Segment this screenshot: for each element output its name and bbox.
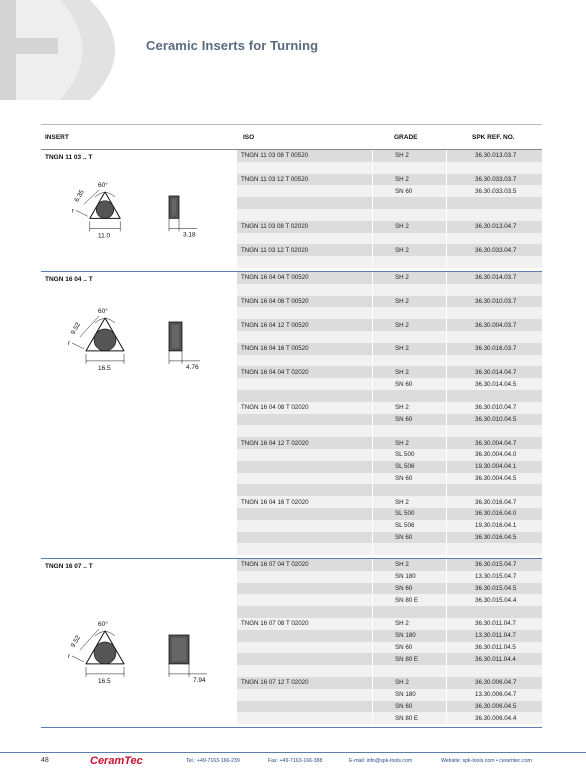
table-row [237,665,542,677]
table-row [237,233,542,245]
cell-ref: 36.30.014.03.7 [446,272,542,284]
table-row [237,437,542,449]
cell-grade [372,355,446,367]
cell-ref: 36.30.015.04.5 [446,583,542,595]
cell-ref [446,425,542,437]
table-row [237,307,542,319]
cell-ref [446,390,542,402]
table-row [237,653,542,665]
cell-grade: SL 500 [372,508,446,520]
cell-grade: SN 180 [372,630,446,642]
header-grade: GRADE [394,133,418,141]
dim-thickness-label: 4.76 [186,363,199,371]
cell-ref [446,209,542,221]
cell-grade: SH 2 [372,319,446,331]
cell-ref [446,543,542,555]
table-row [237,630,542,642]
table-row [237,221,542,233]
insert-drawing [41,168,237,278]
cell-ref: 19.30.004.04.1 [446,461,542,473]
cell-iso: TNGN 16 07 08 T 02020 [241,620,309,628]
dim-width-label: 11.0 [98,232,111,240]
cell-grade [372,606,446,618]
cell-iso: TNGN 16 07 04 T 02020 [241,561,309,569]
table-row [237,496,542,508]
insert-name: TNGN 16 04 .. T [45,275,93,283]
cell-ref: 36.30.016.04.0 [446,508,542,520]
cell-grade: SL 506 [372,461,446,473]
table-row [237,197,542,209]
cell-grade: SH 2 [372,366,446,378]
dim-radius-label: 9.52 [69,634,83,650]
cell-ref: 36.30.033.03.5 [446,185,542,197]
cell-grade: SH 2 [372,559,446,571]
dim-radius-label: 6.35 [73,188,86,204]
insert-cell [41,272,237,558]
dim-width-label: 16.5 [98,678,111,686]
page-number: 48 [41,757,49,764]
table-row [237,185,542,197]
dim-width-label: 16.5 [98,364,111,372]
cell-ref: 36.30.013.03.7 [446,150,542,162]
table-row [237,461,542,473]
cell-ref: 36.30.015.04.7 [446,559,542,571]
cell-grade: SN 80 E [372,594,446,606]
cell-grade: SL 500 [372,449,446,461]
cell-ref: 36.30.016.04.7 [446,496,542,508]
insert-name: TNGN 11 03 .. T [45,154,93,161]
table-row [237,606,542,618]
header-logo-graphic [0,0,140,100]
cell-ref: 36.30.006.04.7 [446,677,542,689]
cell-grade: SN 60 [372,583,446,595]
cell-ref [446,162,542,174]
insert-group [41,272,542,559]
table-row [237,150,542,162]
cell-grade [372,331,446,343]
cell-ref: 36.30.011.04.7 [446,618,542,630]
table-row [237,677,542,689]
footer-fax: Fax: +49-7163-166-388 [268,758,323,764]
brand-logo: CeramTec [90,755,143,767]
dim-corner-radius-label: r [68,339,71,347]
table-row [237,618,542,630]
cell-ref: 36.30.016.04.5 [446,532,542,544]
cell-grade [372,307,446,319]
table-row [237,583,542,595]
cell-ref: 36.30.010.03.7 [446,296,542,308]
insert-groups [41,150,542,728]
cell-grade: SH 2 [372,296,446,308]
table-row [237,390,542,402]
table-row [237,366,542,378]
table-row [237,701,542,713]
cell-ref: 36.30.011.04.4 [446,653,542,665]
cell-grade [372,390,446,402]
cell-grade: SN 60 [372,378,446,390]
cell-iso: TNGN 16 04 08 T 02020 [241,404,309,412]
cell-grade: SH 2 [372,677,446,689]
table-row [237,162,542,174]
insert-rows [237,559,542,727]
cell-ref: 36.30.004.04.5 [446,473,542,485]
cell-grade: SN 60 [372,473,446,485]
cell-ref: 13.30.011.04.7 [446,630,542,642]
cell-grade: SH 2 [372,244,446,256]
table-row [237,296,542,308]
group-spacer [237,268,542,271]
cell-ref [446,233,542,245]
footer-tel: Tel.: +49-7163-166-239 [186,758,240,764]
cell-iso: TNGN 11 03 08 T 00520 [241,152,309,160]
cell-ref: 13.30.006.04.7 [446,689,542,701]
cell-ref [446,197,542,209]
cell-grade: SN 180 [372,689,446,701]
insert-rows [237,150,542,271]
cell-ref: 36.30.010.04.7 [446,402,542,414]
cell-grade [372,209,446,221]
cell-grade: SL 506 [372,520,446,532]
cell-grade [372,162,446,174]
footer-website[interactable]: Website: spk-tools.com • ceramtec.com [441,758,532,764]
table-row [237,425,542,437]
table-row [237,642,542,654]
cell-ref [446,606,542,618]
cell-grade: SN 60 [372,532,446,544]
cell-grade [372,665,446,677]
table-row [237,689,542,701]
dim-thickness-label: 7.94 [193,677,206,685]
table-row [237,209,542,221]
insert-cell [41,559,237,727]
cell-grade: SH 2 [372,221,446,233]
cell-ref: 36.30.006.04.5 [446,701,542,713]
cell-grade: SH 2 [372,618,446,630]
table-row [237,272,542,284]
cell-ref: 36.30.016.03.7 [446,343,542,355]
cell-grade [372,197,446,209]
cell-iso: TNGN 16 04 04 T 02020 [241,368,309,376]
cell-iso: TNGN 16 04 04 T 00520 [241,274,309,282]
cell-iso: TNGN 16 04 08 T 00520 [241,297,309,305]
cell-iso: TNGN 11 03 12 T 02020 [241,246,309,254]
cell-iso: TNGN 11 03 08 T 02020 [241,223,309,231]
cell-ref: 36.30.015.04.4 [446,594,542,606]
cell-iso: TNGN 16 04 16 T 00520 [241,345,309,353]
cell-grade: SH 2 [372,402,446,414]
cell-ref: 36.30.011.04.5 [446,642,542,654]
cell-ref: 13.30.015.04.7 [446,571,542,583]
cell-ref: 36.30.004.04.0 [446,449,542,461]
table-row [237,331,542,343]
dim-thickness-label: 3.18 [183,231,196,239]
group-spacer [237,555,542,558]
cell-iso: TNGN 16 04 12 T 00520 [241,321,309,329]
insert-rows [237,272,542,558]
cell-grade: SH 2 [372,496,446,508]
cell-grade: SN 60 [372,414,446,426]
cell-ref: 36.30.033.04.7 [446,244,542,256]
cell-grade [372,484,446,496]
dim-angle-label: 60° [98,182,108,189]
dim-angle-label: 60° [98,307,108,315]
cell-ref: 36.30.006.04.4 [446,712,542,724]
cell-grade: SH 2 [372,174,446,186]
cell-ref [446,355,542,367]
table-row [237,355,542,367]
table-row [237,449,542,461]
cell-grade [372,256,446,268]
cell-ref [446,331,542,343]
cell-grade: SN 60 [372,701,446,713]
table-row [237,559,542,571]
insert-drawing [41,294,237,404]
table-row [237,414,542,426]
cell-grade: SH 2 [372,150,446,162]
insert-cell [41,150,237,271]
header-iso: ISO [243,133,255,141]
table-row [237,571,542,583]
footer-email[interactable]: E-mail: info@spk-tools.com [349,758,413,764]
table-header [41,124,542,150]
cell-ref: 19.30.016.04.1 [446,520,542,532]
header-insert: INSERT [45,133,69,141]
cell-grade: SN 80 E [372,712,446,724]
table-row [237,520,542,532]
cell-grade [372,425,446,437]
table-row [237,508,542,520]
cell-iso: TNGN 16 07 12 T 02020 [241,679,309,687]
table-row [237,319,542,331]
table-row [237,712,542,724]
table-row [237,484,542,496]
cell-ref: 36.30.033.03.7 [446,174,542,186]
cell-ref: 36.30.004.04.7 [446,437,542,449]
table-row [237,532,542,544]
cell-ref [446,484,542,496]
header-ref: SPK REF. NO. [472,133,515,141]
page-footer [0,752,586,768]
cell-ref: 36.30.004.03.7 [446,319,542,331]
cell-grade: SH 2 [372,437,446,449]
cell-grade: SH 2 [372,343,446,355]
cell-ref [446,665,542,677]
insert-group [41,559,542,728]
group-spacer [237,724,542,727]
table-row [237,543,542,555]
inserts-table [41,124,542,728]
cell-grade [372,543,446,555]
cell-ref: 36.30.010.04.5 [446,414,542,426]
table-row [237,402,542,414]
cell-grade: SN 180 [372,571,446,583]
page-title: Ceramic Inserts for Turning [146,38,319,53]
table-row [237,244,542,256]
cell-ref: 36.30.013.04.7 [446,221,542,233]
cell-ref: 36.30.014.04.7 [446,366,542,378]
insert-group [41,150,542,272]
table-row [237,594,542,606]
cell-grade [372,233,446,245]
cell-ref: 36.30.014.04.5 [446,378,542,390]
insert-name: TNGN 16 07 .. T [45,563,93,571]
cell-ref [446,284,542,296]
cell-iso: TNGN 16 04 12 T 02020 [241,439,309,447]
cell-grade: SN 60 [372,642,446,654]
cell-iso: TNGN 11 03 12 T 00520 [241,175,309,183]
table-row [237,343,542,355]
cell-ref [446,307,542,319]
table-row [237,378,542,390]
dim-corner-radius-label: r [68,653,71,661]
cell-iso: TNGN 16 04 16 T 02020 [241,498,309,506]
cell-grade: SH 2 [372,272,446,284]
dim-angle-label: 60° [98,621,108,629]
insert-drawing [41,607,237,717]
table-row [237,174,542,186]
table-row [237,473,542,485]
dim-radius-label: 9.52 [69,321,83,336]
table-row [237,256,542,268]
cell-grade [372,284,446,296]
cell-grade: SN 80 E [372,653,446,665]
cell-grade: SN 60 [372,185,446,197]
table-row [237,284,542,296]
dim-corner-radius-label: r [71,207,74,215]
cell-ref [446,256,542,268]
